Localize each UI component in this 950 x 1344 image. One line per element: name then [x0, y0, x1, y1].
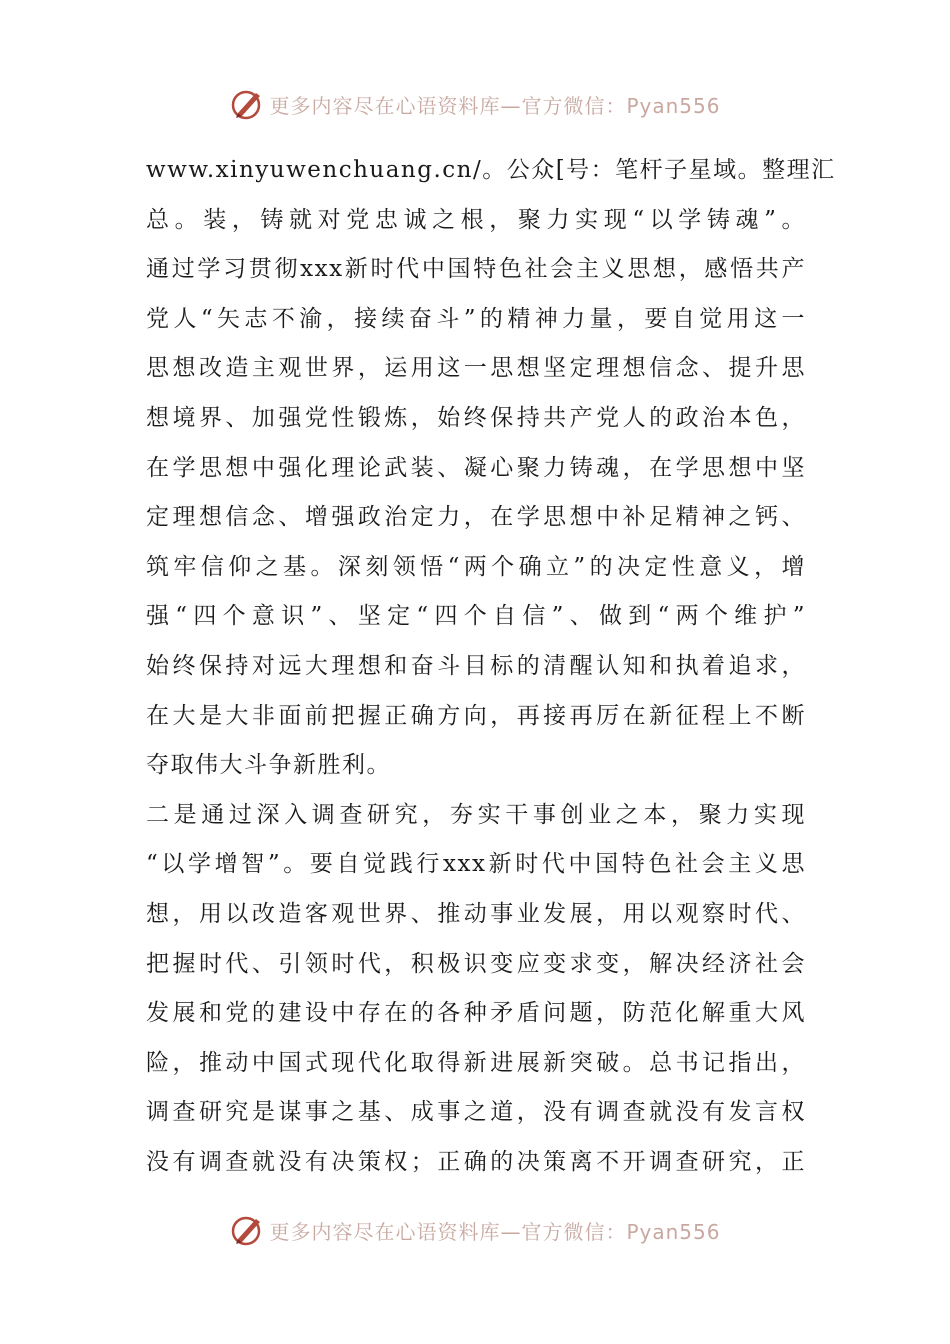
body-line: 调查研究是谋事之基、成事之道，没有调查就没有发言权	[146, 1099, 806, 1126]
document-body	[146, 146, 836, 1187]
body-line: 夺取伟大斗争新胜利。	[146, 752, 391, 779]
body-line: 在大是大非面前把握正确方向，再接再厉在新征程上不断	[146, 702, 806, 729]
body-line: “以学增智”。要自觉践行xxx新时代中国特色社会主义思	[146, 851, 806, 878]
body-line: 通过学习贯彻xxx新时代中国特色社会主义思想，感悟共产	[146, 256, 806, 283]
footer-banner	[0, 1208, 950, 1252]
body-line: 定理想信念、增强政治定力，在学思想中补足精神之钙、	[146, 504, 806, 531]
header-banner-text: 更多内容尽在心语资料库—官方微信：Pyan556	[269, 93, 721, 118]
body-line: 思想改造主观世界，运用这一思想坚定理想信念、提升思	[146, 355, 806, 382]
body-line: www.xinyuwenchuang.cn/。公众[号：笔杆子星域。整理汇	[146, 157, 836, 183]
pen-logo-icon	[229, 1212, 265, 1248]
body-line: 强“四个意识”、坚定“四个自信”、做到“两个维护”	[146, 603, 806, 630]
body-line: 没有调查就没有决策权；正确的决策离不开调查研究，正	[146, 1148, 806, 1175]
body-line: 总。装，铸就对党忠诚之根，聚力实现“以学铸魂”。	[146, 206, 806, 233]
body-line: 险，推动中国式现代化取得新进展新突破。总书记指出，	[146, 1049, 806, 1076]
body-line: 想境界、加强党性锻炼，始终保持共产党人的政治本色，	[146, 404, 806, 431]
body-line: 党人“矢志不渝，接续奋斗”的精神力量，要自觉用这一	[146, 305, 806, 332]
footer-banner-text: 更多内容尽在心语资料库—官方微信：Pyan556	[269, 1219, 721, 1244]
body-line: 始终保持对远大理想和奋斗目标的清醒认知和执着追求，	[146, 652, 806, 679]
pen-logo-icon	[229, 86, 265, 122]
body-line: 想，用以改造客观世界、推动事业发展，用以观察时代、	[146, 900, 806, 927]
header-banner	[0, 82, 950, 126]
body-line: 把握时代、引领时代，积极识变应变求变，解决经济社会	[146, 950, 806, 977]
body-line: 筑牢信仰之基。深刻领悟“两个确立”的决定性意义，增	[146, 553, 806, 580]
body-line: 发展和党的建设中存在的各种矛盾问题，防范化解重大风	[146, 1000, 806, 1027]
body-line: 在学思想中强化理论武装、凝心聚力铸魂，在学思想中坚	[146, 454, 806, 481]
body-line: 二是通过深入调查研究，夯实干事创业之本，聚力实现	[146, 801, 806, 828]
